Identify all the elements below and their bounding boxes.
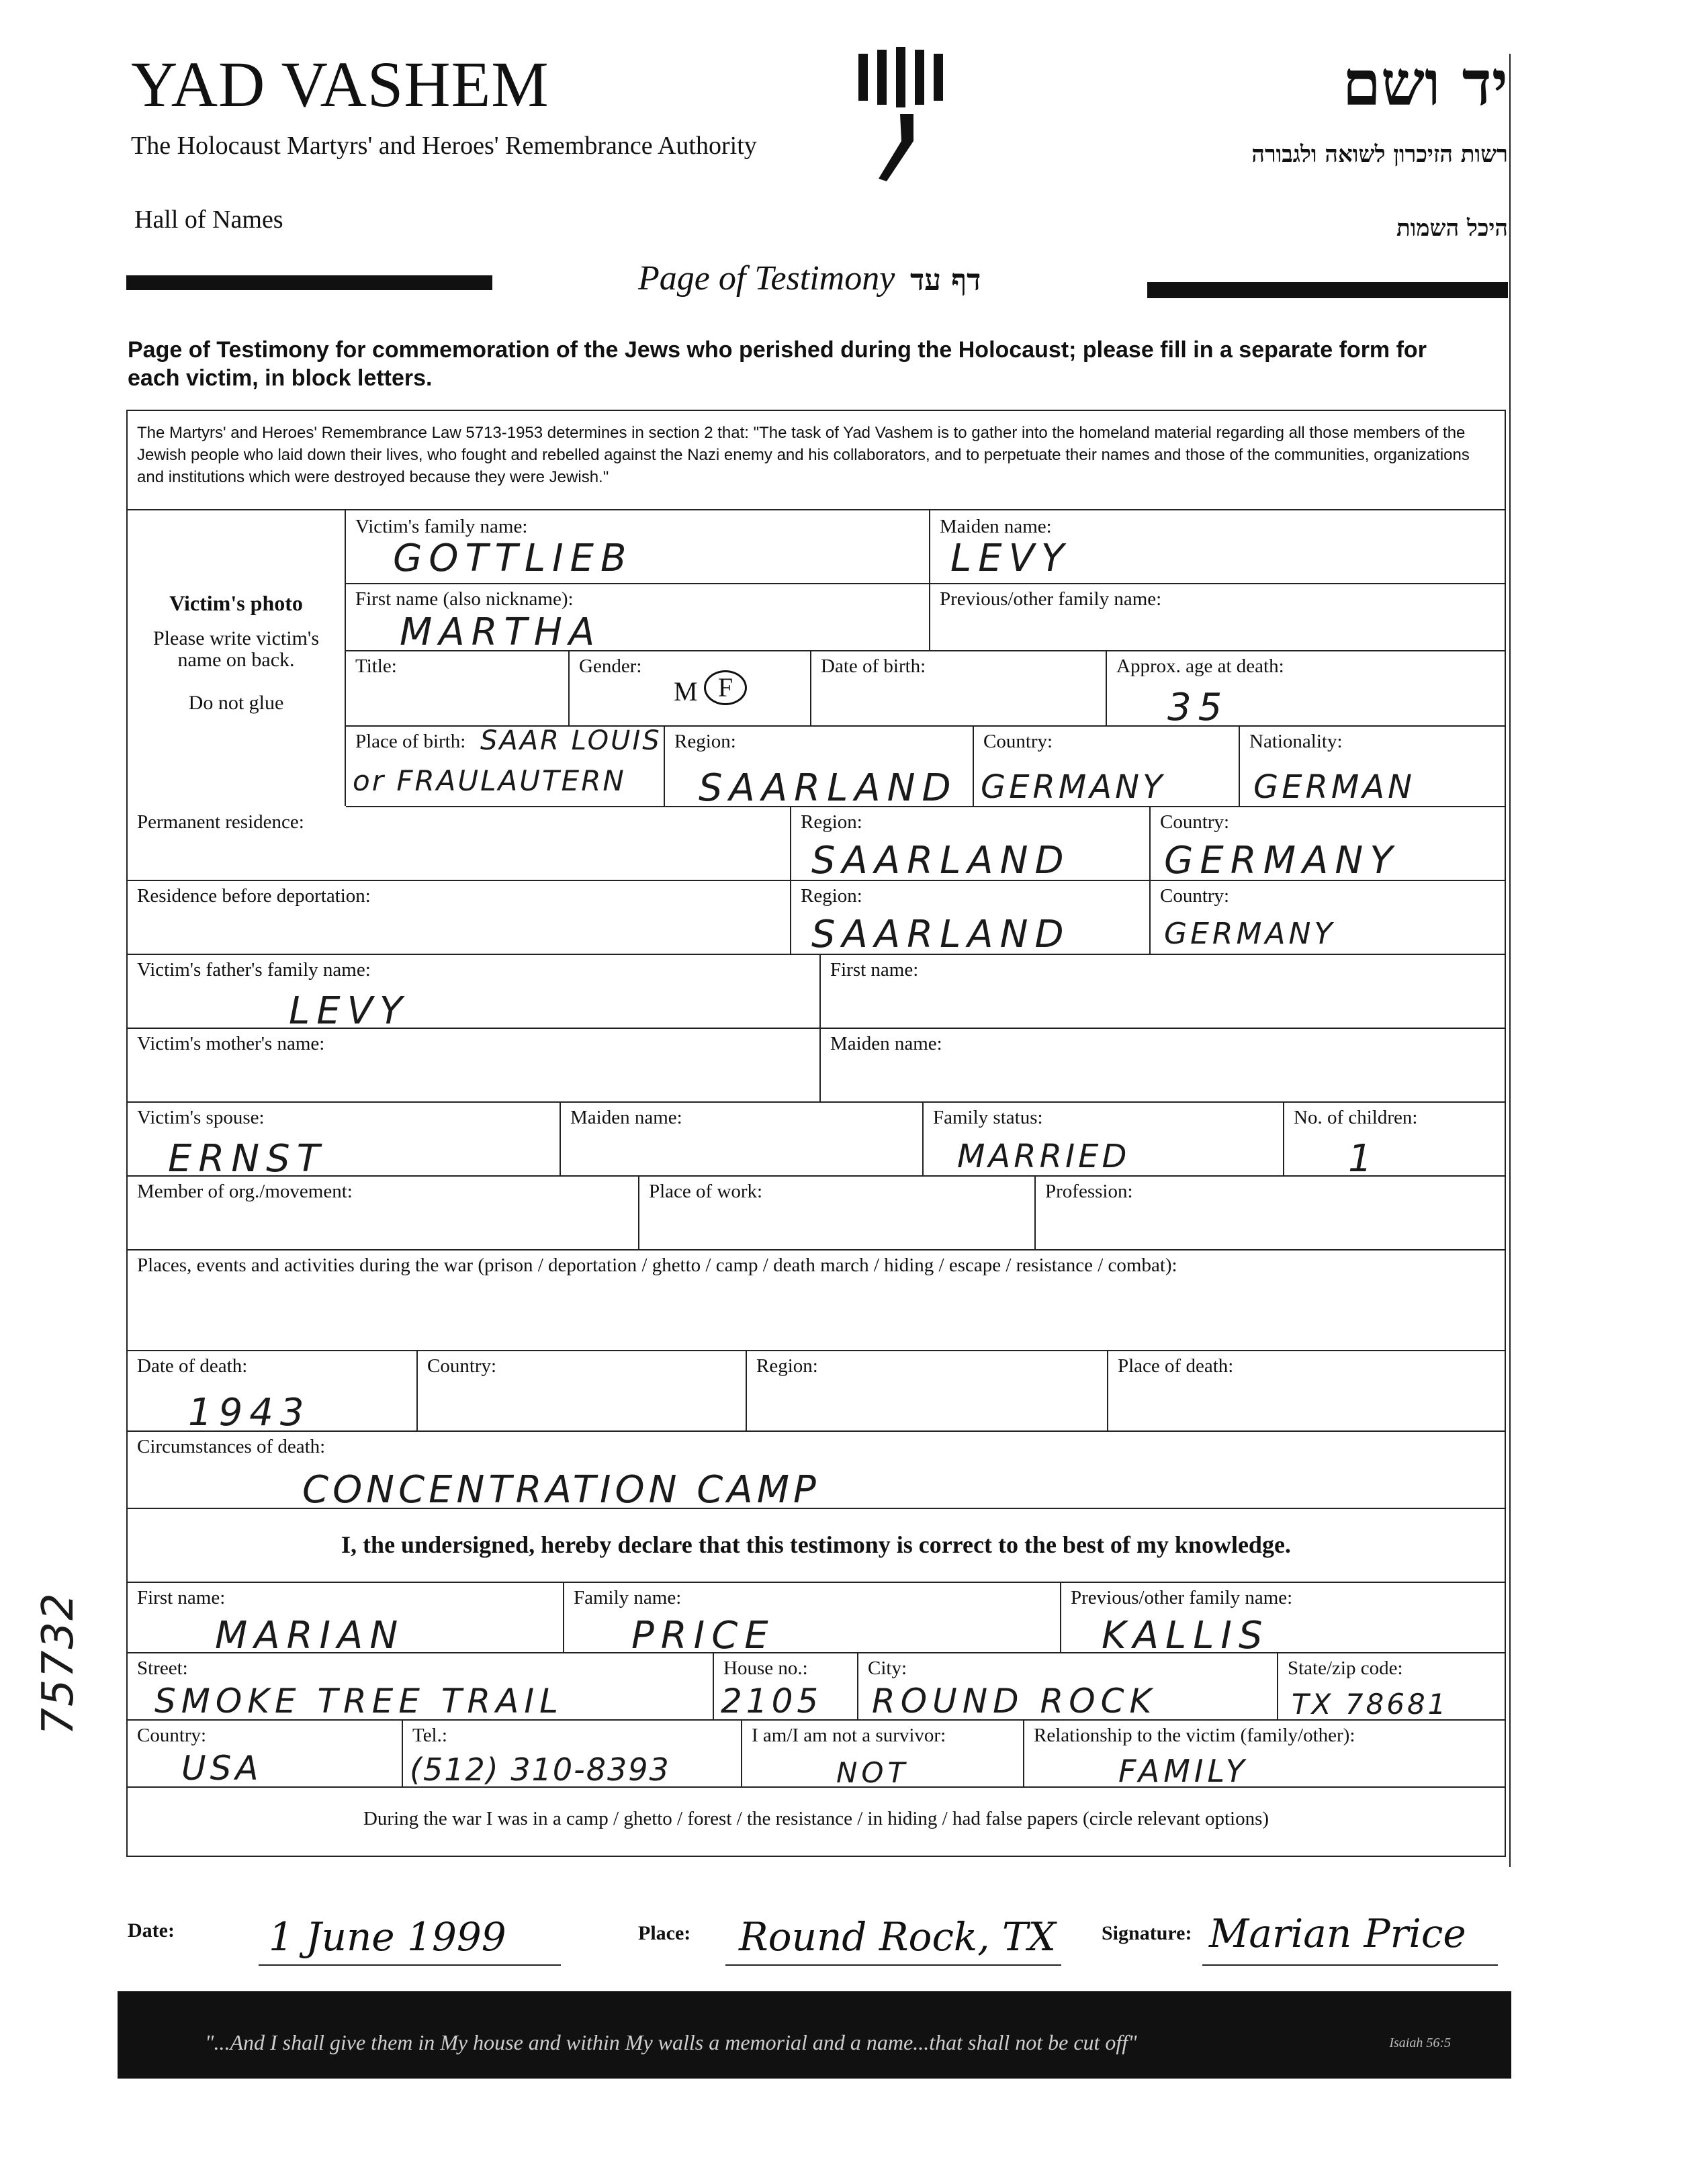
cell-title[interactable]	[346, 650, 570, 725]
row-submitter-address	[128, 1652, 1505, 1721]
label-city: City:	[868, 1657, 907, 1679]
cell-nationality[interactable]	[1240, 725, 1505, 806]
signature-label: Signature:	[1102, 1922, 1192, 1944]
value-birth-country: GERMANY	[981, 768, 1166, 806]
label-org: Member of org./movement:	[137, 1181, 353, 1202]
label-father: Victim's father's family name:	[137, 959, 371, 981]
cell-father[interactable]	[128, 954, 821, 1033]
value-city: ROUND ROCK	[872, 1682, 1157, 1721]
value-permanent-region: SAARLAND	[811, 839, 1071, 882]
form-table	[126, 510, 1506, 1857]
label-age: Approx. age at death:	[1116, 655, 1284, 677]
date-value: 1 June 1999	[269, 1914, 506, 1960]
cell-gender[interactable]	[570, 650, 811, 725]
row-submitter-contact	[128, 1719, 1505, 1788]
label-tel: Tel.:	[412, 1725, 447, 1746]
label-residence-before: Residence before deportation:	[137, 885, 371, 907]
cell-relationship[interactable]	[1024, 1719, 1505, 1789]
label-submitter-first: First name:	[137, 1587, 226, 1608]
label-submitter-prev: Previous/other family name:	[1071, 1587, 1293, 1608]
photo-note: Please write victim's name on back.	[152, 627, 320, 671]
photo-label: Victim's photo	[169, 591, 303, 615]
value-before-region: SAARLAND	[811, 913, 1071, 956]
cell-birthplace[interactable]	[346, 725, 665, 806]
row-war-places	[128, 1249, 1505, 1351]
label-before-region: Region:	[801, 885, 862, 907]
label-nationality: Nationality:	[1249, 731, 1343, 752]
cell-maiden-name[interactable]	[930, 510, 1505, 583]
label-prev-family: Previous/other family name:	[940, 588, 1162, 610]
signature-line	[1202, 1964, 1498, 1966]
cell-profession[interactable]	[1036, 1175, 1505, 1249]
cell-death-country[interactable]	[418, 1350, 747, 1430]
cell-prev-family[interactable]	[930, 583, 1505, 650]
cell-circumstances[interactable]	[128, 1430, 1505, 1512]
date-label: Date:	[128, 1919, 175, 1942]
value-birth-region: SAARLAND	[699, 766, 958, 810]
value-children: 1	[1348, 1137, 1379, 1181]
place-line	[725, 1964, 1061, 1966]
value-relationship: FAMILY	[1118, 1753, 1249, 1789]
label-mother: Victim's mother's name:	[137, 1033, 325, 1054]
label-father-first: First name:	[830, 959, 919, 981]
row-permanent-residence	[128, 806, 1505, 881]
org-subtitle: The Holocaust Martyrs' and Heroes' Remembrance Authority	[131, 132, 757, 160]
declaration-text: I, the undersigned, hereby declare that this testimony is correct to the best of my knowledge.	[341, 1531, 1291, 1558]
cell-city[interactable]	[858, 1652, 1278, 1719]
cell-spouse[interactable]	[128, 1101, 561, 1181]
label-death-country: Country:	[427, 1355, 497, 1377]
cell-dob[interactable]	[811, 650, 1107, 725]
label-spouse-maiden: Maiden name:	[570, 1107, 682, 1128]
war-options-text[interactable]: During the war I was in a camp / ghetto / forest / the resistance / in hiding / had false papers (circle relevant options)	[363, 1808, 1269, 1829]
label-permanent-residence: Permanent residence:	[137, 811, 304, 833]
value-birthplace-1: SAAR LOUIS	[480, 725, 662, 756]
value-family-status: MARRIED	[957, 1138, 1130, 1175]
value-age: 35	[1167, 686, 1229, 729]
label-permanent-country: Country:	[1160, 811, 1230, 833]
place-value: Round Rock, TX	[739, 1914, 1056, 1960]
label-gender: Gender:	[579, 655, 642, 677]
label-dob: Date of birth:	[821, 655, 926, 677]
value-father: LEVY	[289, 989, 410, 1033]
value-submitter-family: PRICE	[631, 1614, 775, 1657]
label-state: State/zip code:	[1288, 1657, 1403, 1679]
label-permanent-region: Region:	[801, 811, 862, 833]
label-survivor: I am/I am not a survivor:	[752, 1725, 946, 1746]
value-birthplace-2: or FRAULAUTERN	[353, 764, 626, 797]
cell-permanent-country[interactable]	[1151, 806, 1505, 880]
cell-age[interactable]	[1107, 650, 1505, 729]
value-house: 2105	[721, 1682, 823, 1721]
row-title-gender	[346, 650, 1505, 727]
label-street: Street:	[137, 1657, 188, 1679]
cell-survivor[interactable]	[742, 1719, 1024, 1789]
label-title: Title:	[355, 655, 397, 677]
place-label: Place:	[638, 1922, 691, 1944]
row-mother	[128, 1028, 1505, 1103]
org-subtitle-hebrew: רשות הזיכרון לשואה ולגבורה	[1251, 141, 1508, 168]
cell-before-country[interactable]	[1151, 880, 1505, 954]
cell-children[interactable]	[1284, 1101, 1505, 1181]
value-maiden-name: LEVY	[950, 537, 1071, 580]
photo-box	[128, 510, 346, 806]
label-birth-country: Country:	[983, 731, 1053, 752]
cell-before-region[interactable]	[791, 880, 1151, 954]
label-submitter-country: Country:	[137, 1725, 207, 1746]
signature-value: Marian Price	[1209, 1911, 1466, 1956]
value-state: TX 78681	[1292, 1688, 1449, 1721]
value-submitter-first: MARIAN	[215, 1614, 405, 1657]
label-mother-maiden: Maiden name:	[830, 1033, 942, 1054]
row-birthplace	[346, 725, 1505, 810]
value-family-name: GOTTLIEB	[393, 537, 633, 580]
footer-citation: Isaiah 56:5	[1389, 2036, 1451, 2050]
footer-quote: "...And I shall give them in My house and within My walls a memorial and a name...that shall not be cut off"	[205, 2030, 1137, 2054]
label-profession: Profession:	[1045, 1181, 1133, 1202]
value-submitter-country: USA	[181, 1749, 263, 1788]
label-submitter-family: Family name:	[574, 1587, 682, 1608]
value-permanent-country: GERMANY	[1164, 839, 1400, 882]
value-submitter-prev: KALLIS	[1102, 1614, 1269, 1657]
value-first-name: MARTHA	[400, 610, 602, 654]
row-family-name	[346, 510, 1505, 584]
label-first-name: First name (also nickname):	[355, 588, 574, 610]
row-submitter-name	[128, 1582, 1505, 1657]
value-street: SMOKE TREE TRAIL	[154, 1682, 564, 1721]
row-org-work	[128, 1175, 1505, 1250]
margin-number: 75732	[33, 1592, 83, 1735]
label-house: House no.:	[723, 1657, 808, 1679]
cell-street[interactable]	[128, 1652, 714, 1719]
label-maiden-name: Maiden name:	[940, 516, 1052, 537]
cell-submitter-country[interactable]	[128, 1719, 403, 1786]
label-family-status: Family status:	[933, 1107, 1043, 1128]
cell-submitter-family[interactable]	[564, 1582, 1061, 1657]
right-margin-line	[1509, 54, 1511, 1867]
date-line	[259, 1964, 561, 1966]
menorah-logo-icon	[853, 47, 954, 188]
gender-f-circled[interactable]: F	[704, 670, 747, 705]
org-name-hebrew: יד ושם	[1342, 47, 1508, 120]
cell-permanent-residence[interactable]	[128, 806, 791, 880]
cell-first-name[interactable]	[346, 583, 930, 654]
value-survivor: NOT	[836, 1756, 909, 1789]
label-before-country: Country:	[1160, 885, 1230, 907]
cell-family-status[interactable]	[924, 1101, 1284, 1175]
cell-father-first[interactable]	[821, 954, 1505, 1028]
cell-work[interactable]	[639, 1175, 1036, 1249]
cell-war-places[interactable]	[128, 1249, 1505, 1350]
label-birth-region: Region:	[674, 731, 736, 752]
label-war-places: Places, events and activities during the war (prison / deportation / ghetto / camp / death march / hiding / escape / resistance / combat):	[137, 1255, 1177, 1276]
title-bar-right	[1147, 282, 1508, 298]
form-title: Page of Testimony	[638, 259, 895, 298]
cell-family-name[interactable]	[346, 510, 930, 583]
value-dod: 1943	[188, 1391, 311, 1435]
value-tel: (512) 310-8393	[410, 1751, 670, 1788]
row-death	[128, 1350, 1505, 1435]
row-father	[128, 954, 1505, 1033]
value-spouse: ERNST	[168, 1137, 326, 1181]
org-name: YAD VASHEM	[131, 48, 549, 120]
label-death-place: Place of death:	[1118, 1355, 1234, 1377]
row-declaration	[128, 1508, 1505, 1583]
row-first-name	[346, 583, 1505, 654]
cell-dod[interactable]	[128, 1350, 418, 1435]
cell-birth-region[interactable]	[665, 725, 974, 810]
photo-glue-note: Do not glue	[188, 692, 284, 714]
cell-house[interactable]	[714, 1652, 858, 1719]
hall-of-names: Hall of Names	[134, 206, 283, 234]
instructions: Page of Testimony for commemoration of the Jews who perished during the Holocaust; please fill in a separate form for each victim, in block letters.	[128, 337, 1427, 391]
row-circumstances	[128, 1430, 1505, 1512]
label-children: No. of children:	[1294, 1107, 1418, 1128]
law-box	[126, 410, 1506, 510]
cell-permanent-region[interactable]	[791, 806, 1151, 880]
value-before-country: GERMANY	[1164, 917, 1336, 951]
cell-residence-before[interactable]	[128, 880, 791, 954]
law-text: The Martyrs' and Heroes' Remembrance Law 5713-1953 determines in section 2 that: "The task of Yad Vashem is to gather into the homeland material regarding all those members of the Jewish people who laid down their lives, who fought and rebelled against the Nazi enemy and his collaborators, and to perpetuate their names and those of the communities, organizations and institutions which were destroyed because they were Jewish."	[137, 424, 1470, 486]
cell-submitter-prev[interactable]	[1061, 1582, 1505, 1657]
label-death-region: Region:	[756, 1355, 818, 1377]
label-work: Place of work:	[649, 1181, 763, 1202]
cell-state[interactable]	[1278, 1652, 1505, 1719]
label-birthplace: Place of birth:	[355, 731, 466, 752]
value-nationality: GERMAN	[1253, 768, 1416, 806]
value-circumstances: CONCENTRATION CAMP	[302, 1468, 820, 1512]
cell-birth-country[interactable]	[974, 725, 1240, 806]
footer-bar	[118, 1991, 1511, 2079]
hall-hebrew: היכל השמות	[1396, 215, 1508, 242]
cell-death-region[interactable]	[747, 1350, 1108, 1430]
cell-org[interactable]	[128, 1175, 639, 1249]
cell-death-place[interactable]	[1108, 1350, 1505, 1430]
cell-mother-maiden[interactable]	[821, 1028, 1505, 1101]
label-circumstances: Circumstances of death:	[137, 1436, 326, 1457]
label-dod: Date of death:	[137, 1355, 248, 1377]
label-family-name: Victim's family name:	[355, 516, 528, 537]
title-bar-left	[126, 275, 492, 290]
cell-spouse-maiden[interactable]	[561, 1101, 924, 1175]
cell-tel[interactable]	[403, 1719, 742, 1786]
label-relationship: Relationship to the victim (family/other):	[1034, 1725, 1355, 1746]
cell-submitter-first[interactable]	[128, 1582, 564, 1657]
label-spouse: Victim's spouse:	[137, 1107, 265, 1128]
gender-m[interactable]: M	[674, 676, 698, 707]
cell-mother[interactable]	[128, 1028, 821, 1101]
row-spouse	[128, 1101, 1505, 1181]
form-title-hebrew: דף עד	[910, 263, 981, 298]
row-residence-before	[128, 880, 1505, 955]
